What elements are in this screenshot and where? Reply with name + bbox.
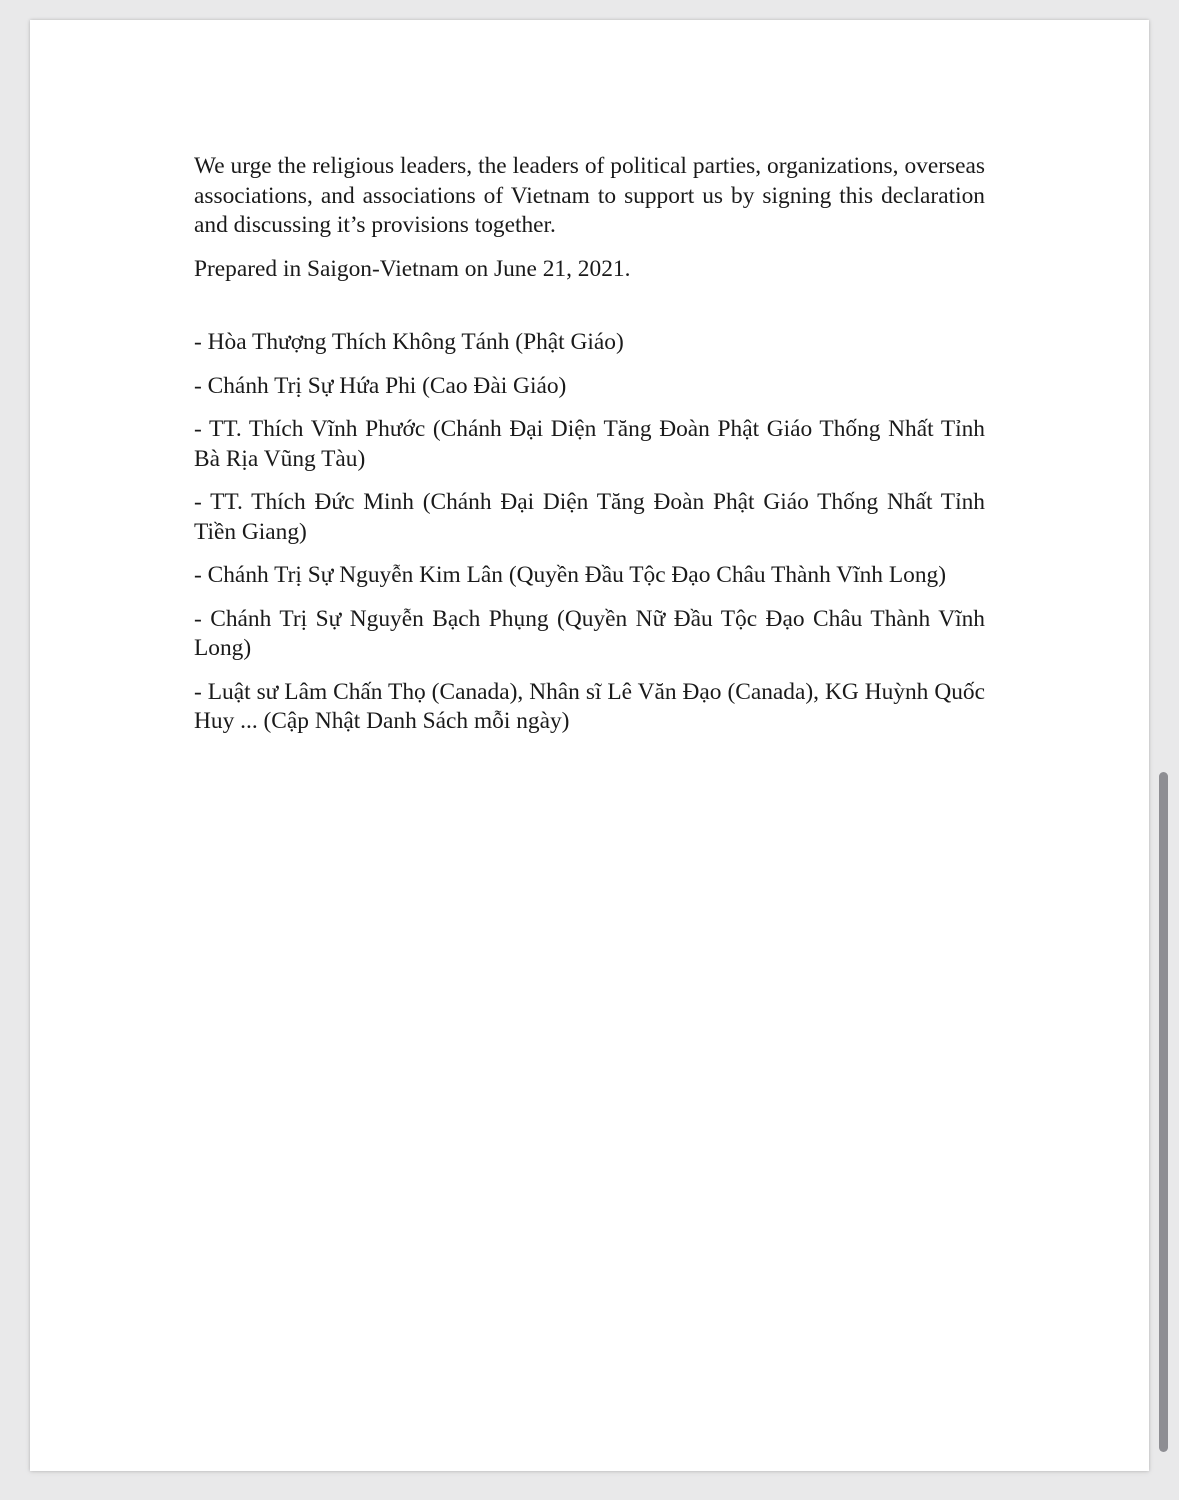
signer-item: - Chánh Trị Sự Hứa Phi (Cao Đài Giáo) [194, 372, 567, 399]
document-page [30, 20, 1149, 1471]
prepared-line: Prepared in Saigon-Vietnam on June 21, 2021. [194, 255, 631, 282]
signer-item: - Chánh Trị Sự Nguyễn Kim Lân (Quyền Đầu Tộc Đạo Châu Thành Vĩnh Long) [194, 562, 947, 588]
signer-item: - Hòa Thượng Thích Không Tánh (Phật Giáo) [194, 329, 624, 355]
document-body [194, 152, 985, 751]
vertical-scrollbar-thumb[interactable] [1159, 772, 1168, 1452]
signer-item: - TT. Thích Vĩnh Phước (Chánh Đại Diện Tăng Đoàn Phật Giáo Thống Nhất Tỉnh Bà Rịa Vũng Tàu) [194, 416, 985, 472]
signer-item: - Luật sư Lâm Chấn Thọ (Canada), Nhân sĩ Lê Văn Đạo (Canada), KG Huỳnh Quốc Huy ... (Cập Nhật Danh Sách mỗi ngày) [194, 678, 985, 734]
signer-item: - Chánh Trị Sự Nguyễn Bạch Phụng (Quyền Nữ Đầu Tộc Đạo Châu Thành Vĩnh Long) [194, 605, 985, 661]
signer-item: - TT. Thích Đức Minh (Chánh Đại Diện Tăng Đoàn Phật Giáo Thống Nhất Tỉnh Tiền Giang) [194, 489, 985, 545]
intro-paragraph: We urge the religious leaders, the leaders of political parties, organizations, overseas associations, and associations of Vietnam to support us by signing this declaration and discussing it’s provisions together. [194, 153, 985, 238]
signers-list [194, 328, 985, 737]
